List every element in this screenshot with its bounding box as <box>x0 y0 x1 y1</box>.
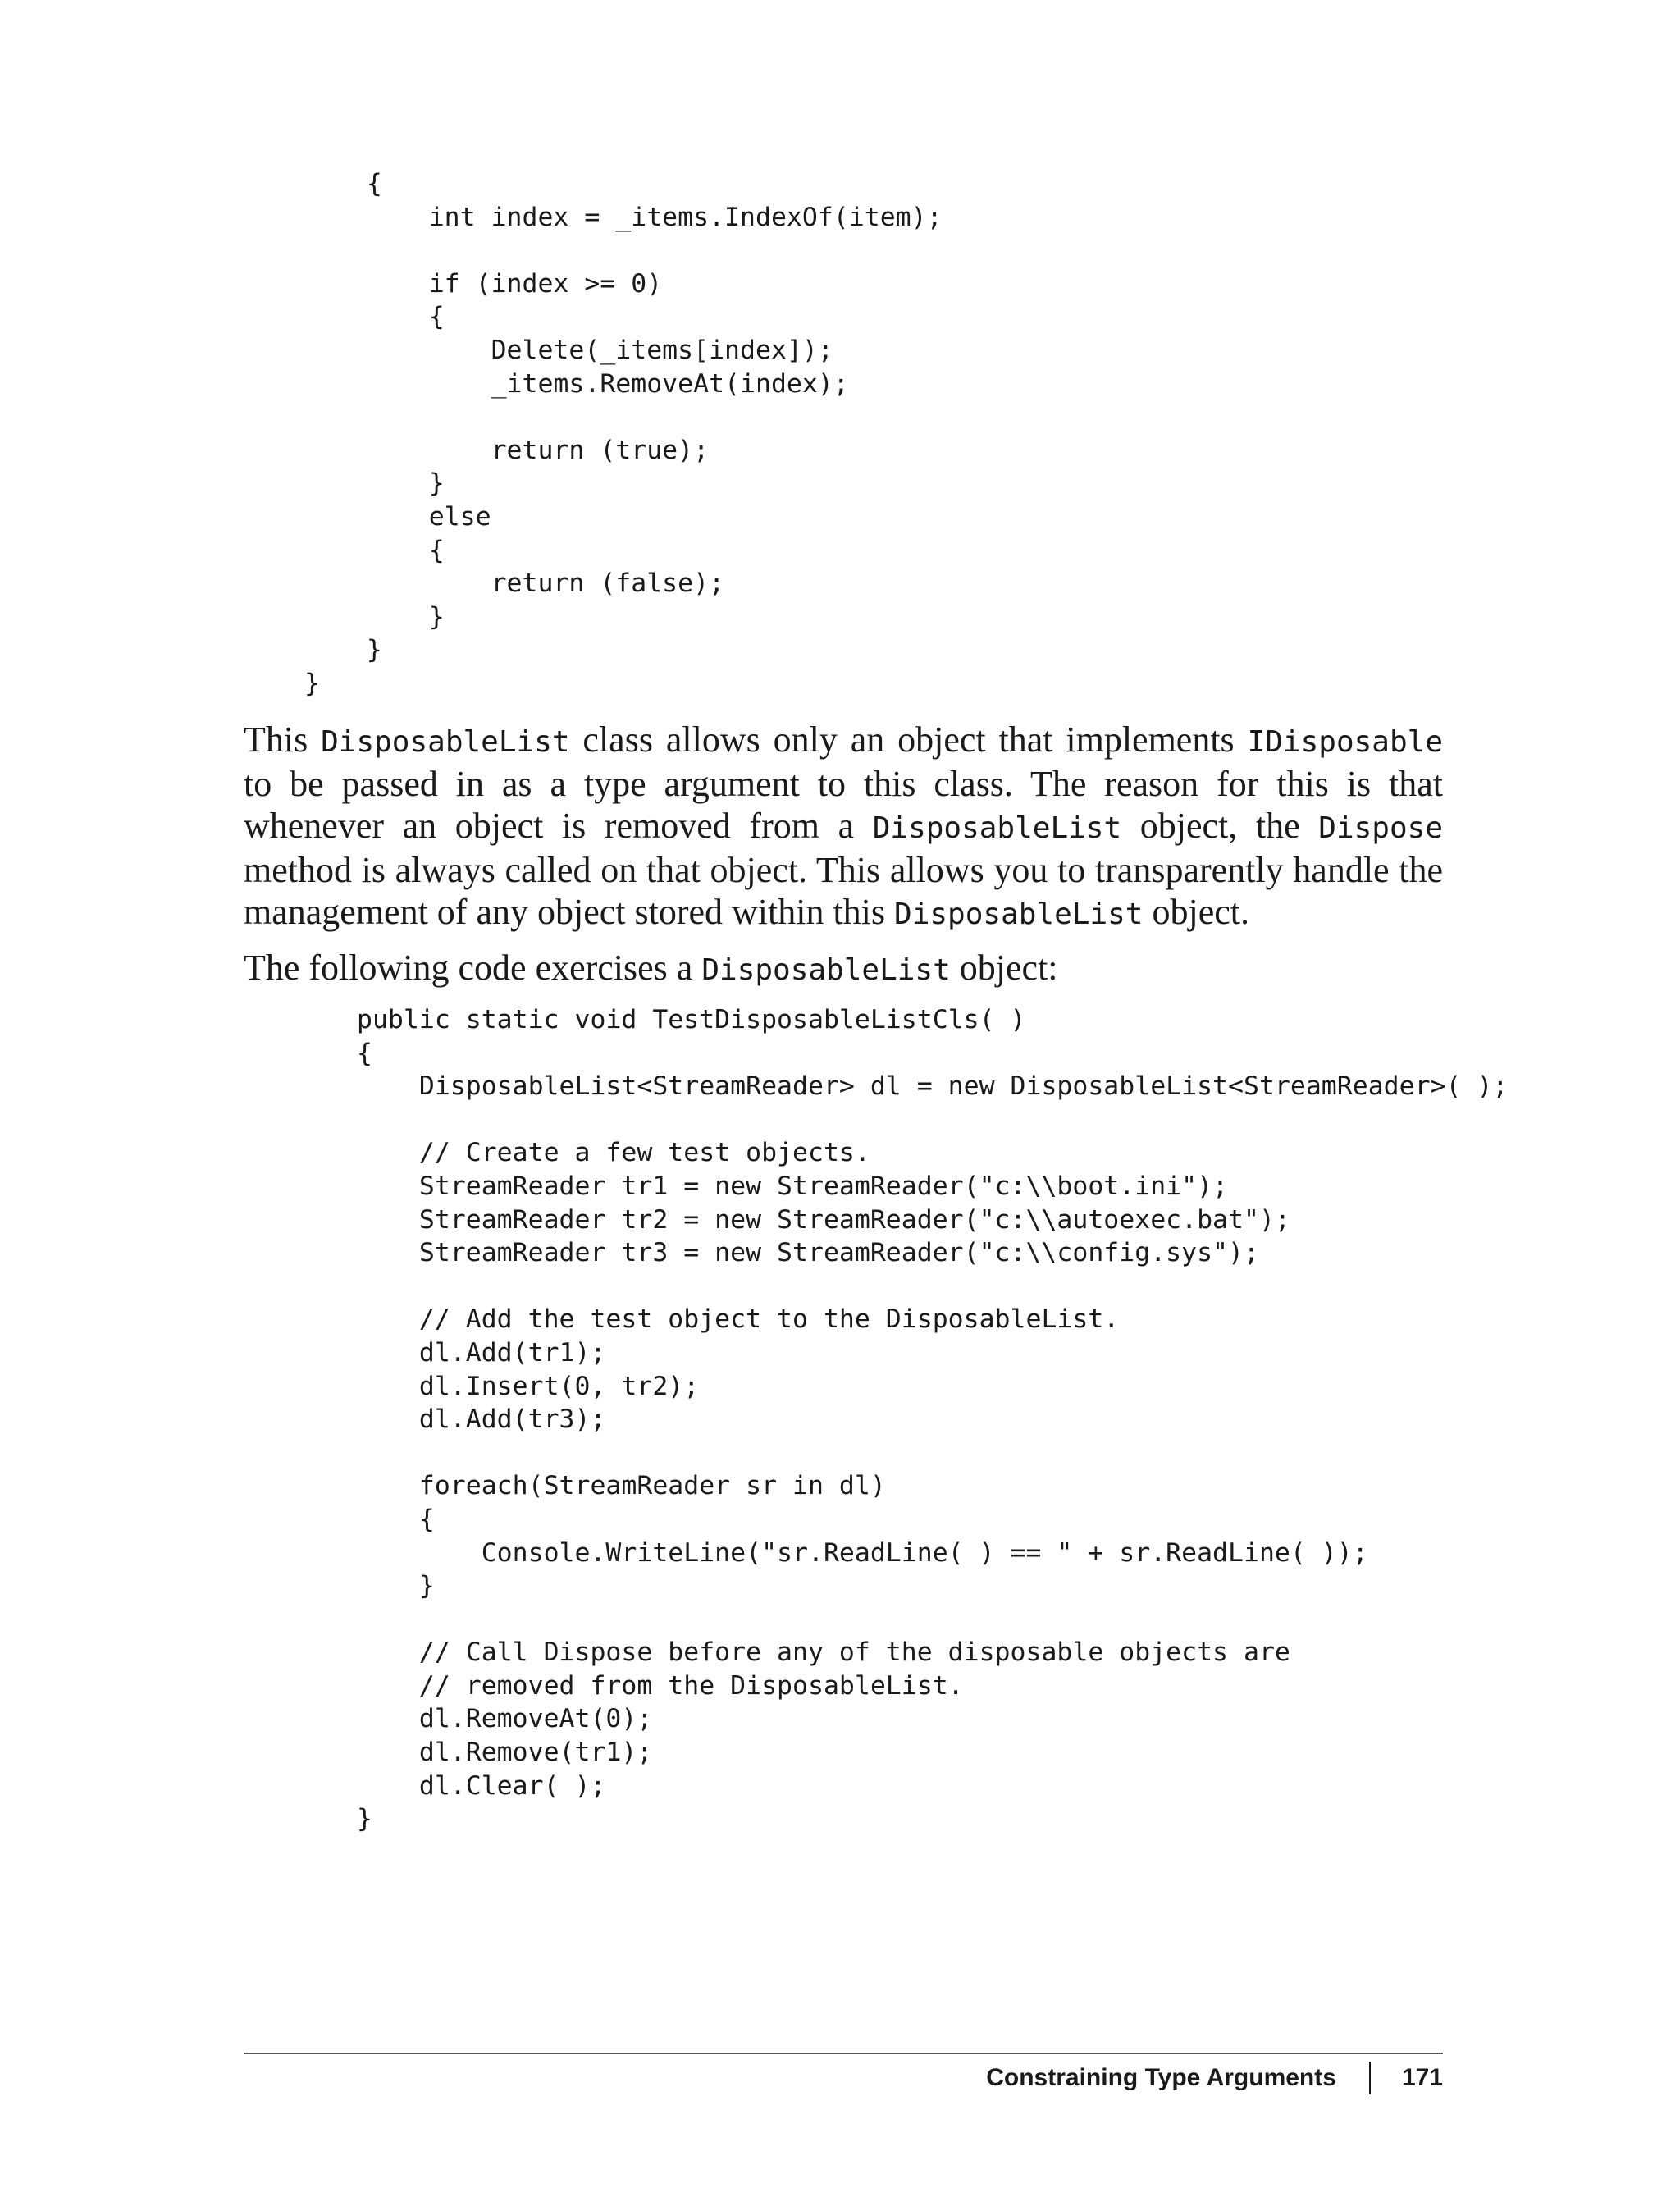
footer-section-title: Constraining Type Arguments <box>986 2064 1336 2091</box>
body-paragraph-code-intro <box>244 947 1443 991</box>
footer-separator <box>1369 2062 1371 2094</box>
code-listing-remove-method: { int index = _items.IndexOf(item); if (index >= 0) { Delete(_items[index]); _items.RemoveAt(index); return (true); } else { return (false); } } } <box>304 169 943 698</box>
page-number: 171 <box>1401 2064 1443 2091</box>
body-paragraph-disposablelist-explanation <box>244 719 1443 935</box>
text-run: The following code exercises a <box>244 948 702 988</box>
inline-code: DisposableList <box>872 811 1122 845</box>
text-run: object: <box>950 948 1058 988</box>
text-run: class allows only an object that implements <box>569 719 1248 760</box>
text-run: object, the <box>1121 806 1319 846</box>
code-listing-test-method: public static void TestDisposableListCls( ) { DisposableList<StreamReader> dl = new DisposableList<StreamReader>( ); // Create a few test objects. StreamReader tr1 = new StreamReader("c:\\boot.ini"); StreamReader tr2 = new StreamReader("c:\\autoexec.bat"); StreamReader tr3 = new StreamReader("c:\\config.sys"); // Add the test object to the DisposableList. dl.Add(tr1); dl.Insert(0, tr2); dl.Add(tr3); foreach(StreamReader sr in dl) { Console.WriteLine("sr.ReadLine( ) == " + sr.ReadLine( )); } // Call Dispose before any of the disposable objects are // removed from the DisposableList. dl.RemoveAt(0); dl.Remove(tr1); dl.Clear( ); } <box>357 1005 1509 1834</box>
inline-code: Dispose <box>1318 811 1443 845</box>
inline-code: DisposableList <box>894 897 1144 931</box>
text-run: object. <box>1143 892 1249 932</box>
text-run: method is always called on that object. This allows you to transparently handle the management of any object stored within this <box>244 850 1443 932</box>
text-run: to be passed in as a type argument to this class. The reason for this is that whenever an object is removed from a <box>244 764 1443 846</box>
inline-code: DisposableList <box>701 953 951 987</box>
footer-divider <box>244 2053 1443 2054</box>
page-footer <box>986 2059 1443 2097</box>
inline-code: DisposableList <box>321 725 570 759</box>
text-run: This <box>244 719 322 760</box>
inline-code: IDisposable <box>1247 725 1443 759</box>
